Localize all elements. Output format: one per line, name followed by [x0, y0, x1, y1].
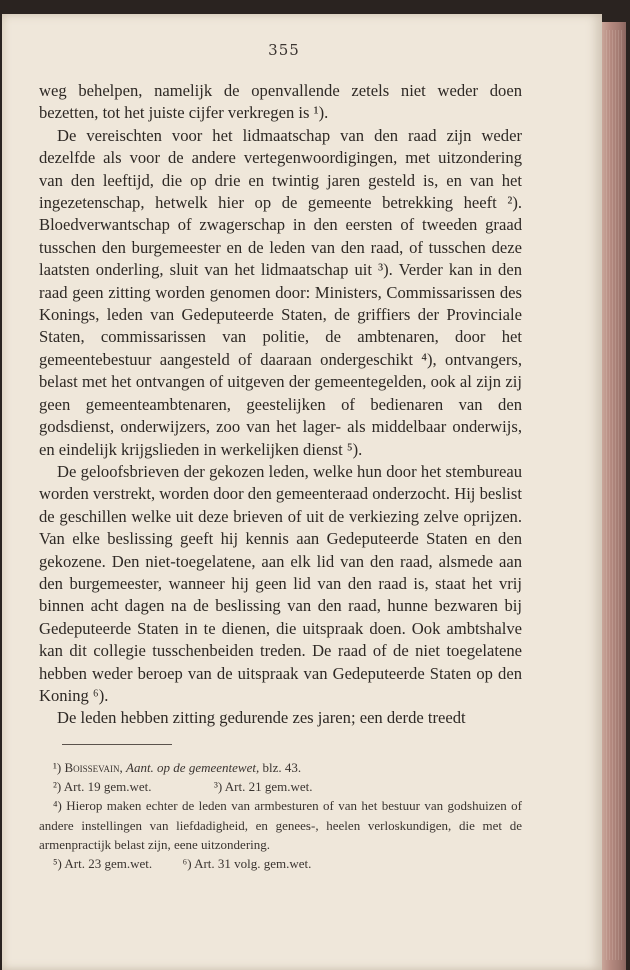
footnote-1-title: Aant. op de gemeentewet,: [126, 760, 260, 775]
footnote-1-author: Boissevain,: [64, 760, 123, 775]
paragraph-term: De leden hebben zitting gedurende zes jaren; een derde treedt: [57, 708, 466, 728]
page-edge-texture: [606, 30, 624, 960]
footnote-4: [39, 796, 522, 854]
body-text: [39, 80, 522, 730]
footnote-rule: [62, 744, 172, 745]
footnote-1: [39, 758, 522, 777]
footnote-5-6: [39, 854, 522, 873]
footnote-6-text: Art. 31 volg. gem.wet.: [194, 856, 312, 872]
paragraph-requirements: De vereischten voor het lidmaatschap van den raad zijn weder dezelfde als voor de andere vertegenwoordigingen, met uitzondering van den leeftijd, die op drie en twintig jaren gesteld is, en van het ingezetenschap, hetwelk hier op de gemeente betrekking heeft ²). Bloedverwantschap of zwagerschap in den eersten of tweeden graad tusschen den burgemeester en de leden van den raad, of tusschen deze laatsten onderling, sluit van het lidmaatschap uit ³). Verder kan in den raad geen zitting worden genomen door: Ministers, Commissarissen des Konings, leden van Gedeputeerde Staten, de griffiers der Provinciale Staten, commissarissen van politie, de ambtenaren, door het gemeentebestuur aangesteld of daaraan ondergeschikt ⁴), ontvangers, belast met het ontvangen of uitgeven der gemeentegelden, ook al zijn zij geen gemeenteambtenaren, geestelijken of bedienaren van den godsdienst, onderwijzers, zoo van het lager- als middelbaar onderwijs, en eindelijk krijgslieden in werkelijken dienst ⁵).: [39, 125, 522, 459]
footnote-1-rest: blz. 43.: [262, 760, 302, 775]
footnote-3-text: Art. 21 gem.wet.: [224, 779, 313, 795]
footnote-4-text: Hierop maken echter de leden van armbesturen of van het bestuur van godshuizen of andere instellingen van liefdadigheid, en genees-, heelen verloskundigen, die met de armenpractijk belast zijn, eene uitzondering.: [39, 798, 522, 852]
footnote-6-mark: ⁶): [182, 856, 192, 872]
footnote-4-mark: ⁴): [53, 798, 62, 814]
footnote-5-text: Art. 23 gem.wet.: [64, 856, 153, 872]
footnote-2-3: [39, 777, 522, 796]
page-number: 355: [268, 41, 300, 59]
footnote-2-mark: ²): [53, 779, 62, 795]
footnote-1-mark: ¹): [53, 760, 62, 775]
footnote-3-mark: ³): [214, 779, 223, 795]
footnote-5-mark: ⁵): [53, 856, 62, 872]
paragraph-credentials: De geloofsbrieven der gekozen leden, welke hun door het stembureau worden verstrekt, worden door den gemeenteraad onderzocht. Hij beslist de geschillen welke uit deze brieven of uit de verkiezing zelve oprijzen. Van elke beslissing geeft hij kennis aan Gedeputeerde Staten en den gekozene. Den niet-toegelatene, aan elk lid van den raad, alsmede aan den burgemeester, wanneer hij geen lid van den raad is, staat het vrij binnen acht dagen na de beslissing van den raad, hunne bezwaren bij Gedeputeerde Staten in te dienen, die uitspraak doen. Ook ambtshalve kan dit collegie tusschenbeiden treden. De raad of de niet toegelatene hebben weder beroep van de uitspraak van Gedeputeerde Staten op den Koning ⁶).: [39, 461, 522, 705]
paragraph-continuation: weg behelpen, namelijk de openvallende zetels niet weder doen bezetten, tot het juiste cijfer verkregen is ¹).: [39, 81, 522, 123]
footnote-2-text: Art. 19 gem.wet.: [63, 779, 152, 795]
footnotes: [39, 758, 522, 873]
